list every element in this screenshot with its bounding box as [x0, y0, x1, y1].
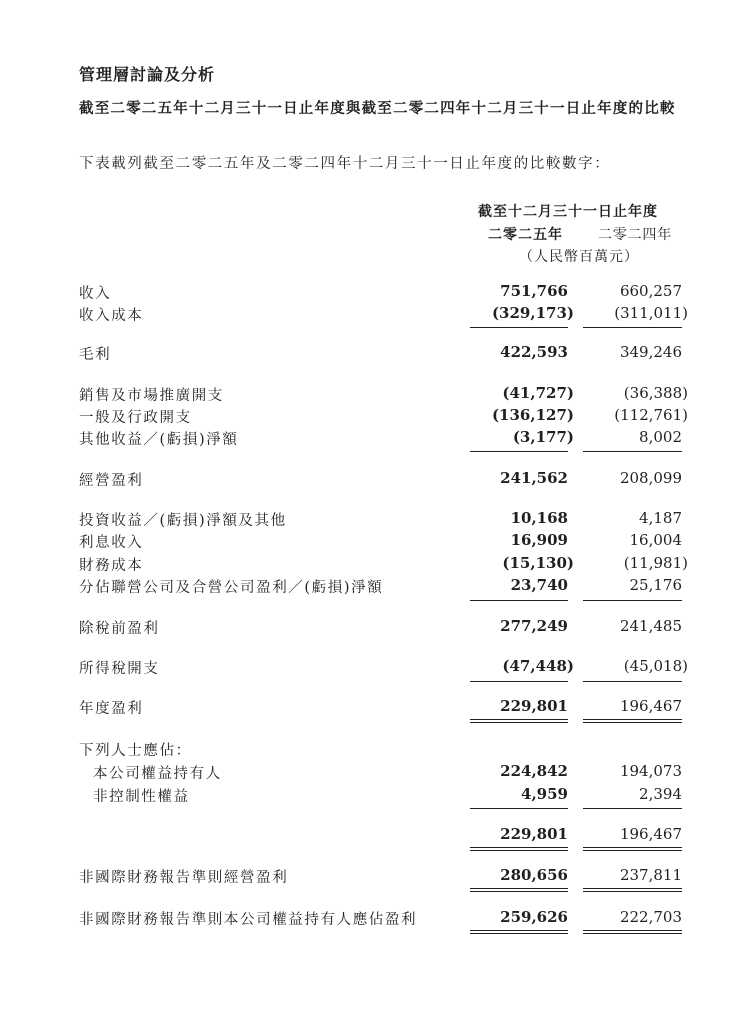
subtotal-rule	[583, 808, 682, 809]
row-label: 收入成本	[79, 308, 144, 324]
value-prior: 237,811	[619, 866, 682, 884]
value-current: (136,127)	[491, 406, 574, 424]
value-current: (329,173)	[491, 304, 574, 322]
value-prior: (112,761)	[614, 406, 688, 424]
table-row	[0, 282, 744, 304]
table-row	[0, 554, 744, 576]
column-header-period: 截至十二月三十一日止年度	[478, 204, 658, 220]
value-prior: 8,002	[639, 428, 682, 446]
row-label: 所得稅開支	[79, 661, 160, 677]
table-row	[0, 531, 744, 553]
value-current: 229,801	[500, 697, 568, 715]
table-row	[0, 469, 744, 491]
total-double-rule	[470, 888, 568, 892]
subtotal-rule	[583, 600, 682, 601]
value-prior: 241,485	[619, 617, 682, 635]
section-title: 管理層討論及分析	[79, 65, 216, 84]
value-prior: 208,099	[619, 469, 682, 487]
row-label: 銷售及市場推廣開支	[79, 388, 224, 404]
subtotal-rule	[470, 681, 568, 682]
value-current: 422,593	[500, 343, 568, 361]
table-row	[0, 343, 744, 365]
total-double-rule	[470, 719, 568, 723]
row-label: 收入	[79, 286, 112, 302]
table-row	[0, 697, 744, 719]
table-row	[0, 617, 744, 639]
value-current: (3,177)	[512, 428, 574, 446]
value-prior: 222,703	[619, 908, 682, 926]
row-label: 財務成本	[79, 558, 144, 574]
table-row	[0, 406, 744, 428]
total-double-rule	[583, 888, 682, 892]
intro-text: 下表載列截至二零二五年及二零二四年十二月三十一日止年度的比較數字：	[79, 156, 611, 172]
row-label: 下列人士應佔：	[79, 743, 192, 759]
table-row	[0, 384, 744, 406]
table-row	[0, 304, 744, 326]
row-label: 分佔聯營公司及合營公司盈利／(虧損)淨額	[79, 580, 384, 596]
table-row	[0, 576, 744, 598]
table-row	[0, 825, 744, 847]
value-current: 751,766	[500, 282, 568, 300]
value-current: 277,249	[500, 617, 568, 635]
value-current: 229,801	[500, 825, 568, 843]
value-prior: (45,018)	[623, 657, 688, 675]
value-current: 280,656	[500, 866, 568, 884]
row-label: 本公司權益持有人	[93, 766, 222, 782]
subtotal-rule	[470, 451, 568, 452]
table-row	[0, 866, 744, 888]
table-row	[0, 762, 744, 784]
value-current: 16,909	[510, 531, 568, 549]
value-current: 259,626	[500, 908, 568, 926]
subtotal-rule	[470, 600, 568, 601]
value-current: (41,727)	[502, 384, 574, 402]
value-prior: 196,467	[619, 825, 682, 843]
subtotal-rule	[583, 681, 682, 682]
value-current: (15,130)	[502, 554, 574, 572]
row-label: 除稅前盈利	[79, 621, 160, 637]
value-prior: (311,011)	[614, 304, 688, 322]
subtotal-rule	[583, 451, 682, 452]
value-current: 4,959	[521, 785, 568, 803]
value-prior: 349,246	[619, 343, 682, 361]
value-prior: 660,257	[619, 282, 682, 300]
row-label: 一般及行政開支	[79, 410, 192, 426]
value-prior: 2,394	[639, 785, 682, 803]
total-double-rule	[583, 719, 682, 723]
total-double-rule	[470, 847, 568, 851]
value-current: (47,448)	[502, 657, 574, 675]
column-header-current-year: 二零二五年	[488, 227, 563, 243]
column-header-prior-year: 二零二四年	[598, 227, 672, 243]
value-current: 224,842	[500, 762, 568, 780]
table-row	[0, 657, 744, 679]
row-label: 非國際財務報告準則經營盈利	[79, 870, 289, 886]
value-prior: 194,073	[619, 762, 682, 780]
row-label: 年度盈利	[79, 701, 144, 717]
row-label: 投資收益／(虧損)淨額及其他	[79, 513, 287, 529]
value-current: 241,562	[500, 469, 568, 487]
subtotal-rule	[470, 327, 568, 328]
section-subtitle: 截至二零二五年十二月三十一日止年度與截至二零二四年十二月三十一日止年度的比較	[79, 101, 676, 117]
total-double-rule	[470, 930, 568, 934]
value-prior: 25,176	[629, 576, 682, 594]
value-prior: 196,467	[619, 697, 682, 715]
subtotal-rule	[583, 327, 682, 328]
table-row	[0, 509, 744, 531]
row-label: 經營盈利	[79, 473, 144, 489]
total-double-rule	[583, 930, 682, 934]
row-label: 毛利	[79, 347, 112, 363]
value-current: 23,740	[510, 576, 568, 594]
table-row	[0, 739, 744, 761]
value-prior: 4,187	[639, 509, 682, 527]
row-label: 利息收入	[79, 535, 144, 551]
total-double-rule	[583, 847, 682, 851]
table-row	[0, 785, 744, 807]
value-prior: 16,004	[629, 531, 682, 549]
table-row	[0, 428, 744, 450]
row-label: 其他收益／(虧損)淨額	[79, 432, 239, 448]
value-current: 10,168	[510, 509, 568, 527]
value-prior: (36,388)	[623, 384, 688, 402]
row-label: 非控制性權益	[93, 789, 190, 805]
row-label: 非國際財務報告準則本公司權益持有人應佔盈利	[79, 912, 418, 928]
table-row	[0, 908, 744, 930]
subtotal-rule	[470, 808, 568, 809]
column-header-unit: （人民幣百萬元）	[519, 249, 639, 265]
value-prior: (11,981)	[623, 554, 688, 572]
